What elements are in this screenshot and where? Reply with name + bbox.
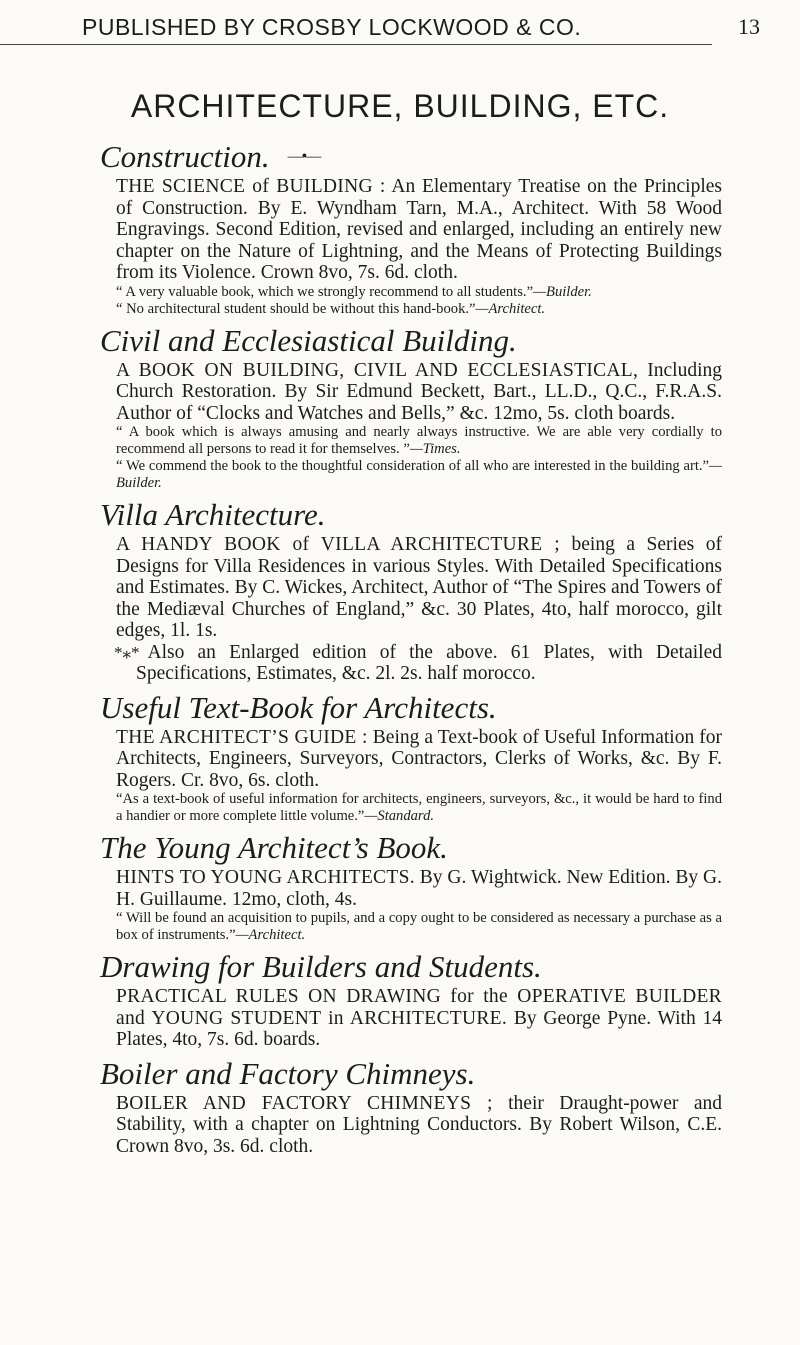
- entry-description: [116, 867, 722, 910]
- book-title: THE SCIENCE of BUILDING :: [116, 176, 386, 197]
- header-rule: [0, 44, 712, 45]
- entry-boiler-chimneys: [100, 1057, 722, 1158]
- entry-description: [116, 176, 722, 284]
- page-number: 13: [738, 14, 760, 39]
- review-quote: [116, 910, 722, 944]
- category-title: Villa Architecture.: [100, 497, 326, 532]
- entry-drawing-for-builders: [100, 950, 722, 1051]
- quote-text: “ A very valuable book, which we strongly recommend to all students.”: [116, 283, 534, 300]
- book-title: THE ARCHITECT’S GUIDE :: [116, 726, 368, 748]
- quote-source: —Architect.: [475, 300, 546, 317]
- book-title: BOILER AND FACTORY CHIMNEYS ;: [116, 1092, 493, 1114]
- running-head-title: PUBLISHED BY CROSBY LOCKWOOD & CO.: [82, 14, 582, 40]
- book-details: being a Series of Designs for Villa Residences in various Styles. With Detailed Specifications and Estimates. By C. Wickes, Architect, Author of “The Spires and Towers of the Mediæval Churches of England,” &c. 30 Plates, 4to, half morocco, gilt edges, 1l. 1s.: [116, 534, 722, 641]
- quote-text: “ No architectural student should be without this hand-book.”: [116, 300, 476, 317]
- entry-young-architects: [100, 831, 722, 944]
- book-details: their Draught-power and Stability, with a chapter on Lightning Conductors. By Robert Wilson, C.E. Crown 8vo, 3s. 6d. cloth.: [116, 1092, 722, 1157]
- quote-source: —Standard.: [364, 808, 435, 824]
- review-quote: [116, 301, 722, 318]
- ornament-icon: —•—: [287, 148, 320, 165]
- category-title: Useful Text-Book for Architects.: [100, 689, 497, 725]
- entry-description: [116, 986, 722, 1051]
- entry-description: [116, 727, 722, 792]
- book-details: Including Church Restoration. By Sir Edmund Beckett, Bart., LL.D., Q.C., F.R.A.S. Author of “Clocks and Watches and Bells,” &c. 12mo, 5s. cloth boards.: [116, 359, 723, 424]
- category-heading: [100, 1057, 722, 1091]
- quote-source: —Builder.: [533, 283, 592, 300]
- category-title: The Young Architect’s Book.: [100, 830, 448, 865]
- book-details: By G. Wightwick. New Edition. By G. H. Guillaume. 12mo, cloth, 4s.: [116, 867, 722, 910]
- note-text: Also an Enlarged edition of the above. 61 Plates, with Detailed Specifications, Estimates, &c. 2l. 2s. half morocco.: [136, 641, 722, 684]
- review-quote: [116, 791, 722, 825]
- edition-note: [114, 642, 722, 685]
- category-heading: [100, 324, 722, 358]
- quote-text: “ We commend the book to the thoughtful consideration of all who are interested in the building art.”: [116, 458, 710, 474]
- asterism-icon: *⁎*: [114, 642, 140, 662]
- entry-description: [116, 360, 722, 425]
- book-title: HINTS TO YOUNG ARCHITECTS.: [116, 867, 415, 888]
- running-head: [0, 8, 800, 48]
- quote-source: —Builder.: [116, 458, 722, 491]
- entry-description: [116, 1093, 722, 1158]
- category-heading: [100, 140, 722, 174]
- category-heading: [100, 831, 722, 865]
- book-title: A BOOK ON BUILDING, CIVIL AND ECCLESIASTICAL,: [116, 359, 639, 381]
- section-title: ARCHITECTURE, BUILDING, ETC.: [130, 88, 670, 124]
- quote-text: “ A book which is always amusing and nearly always instructive. We are able very cordially to recommend all persons to read it for themselves. ”: [116, 424, 722, 457]
- entries-list: [100, 140, 722, 1163]
- entry-description: [116, 534, 722, 642]
- entry-construction: [100, 140, 722, 318]
- category-title: Civil and Ecclesiastical Building.: [100, 322, 517, 358]
- book-title: A HANDY BOOK of VILLA ARCHITECTURE ;: [116, 534, 560, 555]
- book-details: By George Pyne. With 14 Plates, 4to, 7s. 6d. boards.: [116, 1007, 723, 1050]
- book-title: PRACTICAL RULES ON DRAWING for the OPERATIVE BUILDER and YOUNG STUDENT in ARCHITECTURE.: [116, 986, 722, 1029]
- category-heading: [100, 691, 722, 725]
- quote-source: —Architect.: [235, 927, 306, 943]
- review-quote: [116, 424, 722, 458]
- quote-source: —Times.: [409, 441, 461, 457]
- category-heading: [100, 498, 722, 532]
- category-title: Construction.: [100, 139, 270, 174]
- book-details: An Elementary Treatise on the Principles of Construction. By E. Wyndham Tarn, M.A., Architect. With 58 Wood Engravings. Second Edition, revised and enlarged, including an entirely new chapter on the Nature of Lightning, and the Means of Protecting Buildings from its Violence. Crown 8vo, 7s. 6d. cloth.: [116, 176, 722, 283]
- category-title: Drawing for Builders and Students.: [100, 949, 542, 984]
- book-details: Being a Text-book of Useful Information for Architects, Engineers, Surveyors, Contractors, Clerks of Works, &c. By F. Rogers. Cr. 8vo, 6s. cloth.: [116, 726, 722, 791]
- review-quote: [116, 458, 722, 492]
- entry-architects-guide: [100, 691, 722, 826]
- quote-text: “As a text-book of useful information for architects, engineers, surveyors, &c., it would be hard to find a handier or more complete little volume.”: [116, 791, 722, 824]
- quote-text: “ Will be found an acquisition to pupils, and a copy ought to be considered as necessary a purchase as a box of instruments.”: [116, 910, 722, 943]
- entry-civil-ecclesiastical: [100, 324, 722, 493]
- review-quote: [116, 284, 722, 301]
- category-heading: [100, 950, 722, 984]
- entry-villa-architecture: [100, 498, 722, 685]
- category-title: Boiler and Factory Chimneys.: [100, 1055, 476, 1091]
